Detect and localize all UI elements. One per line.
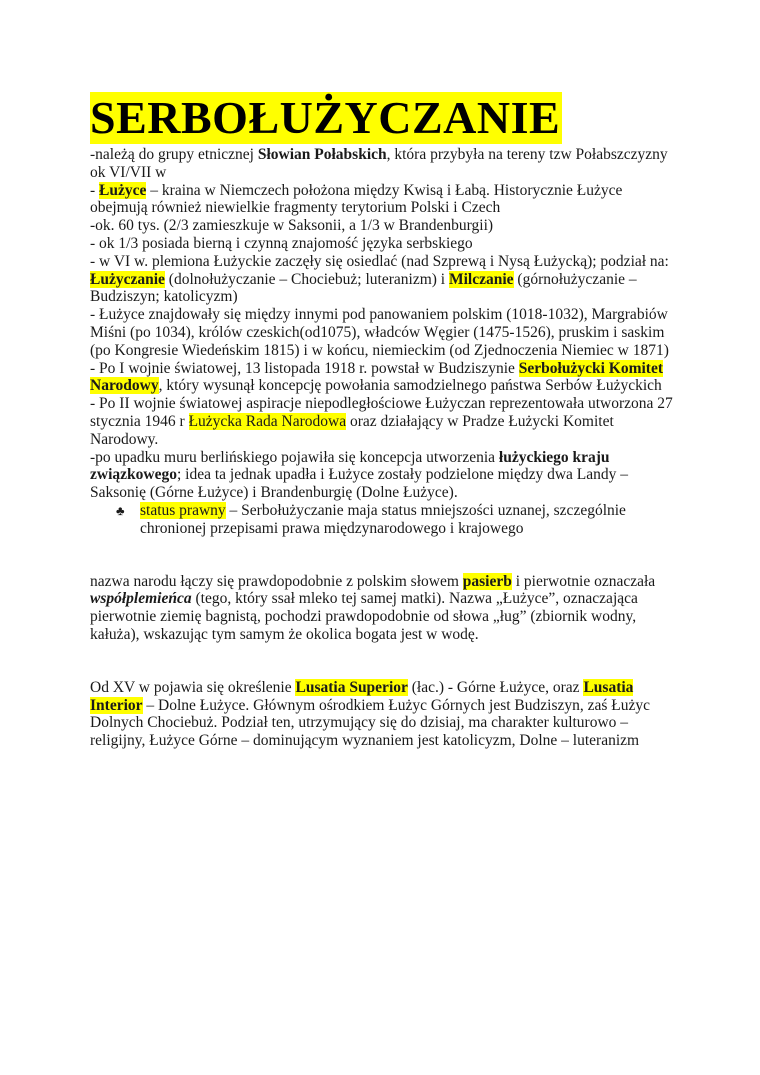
highlighted-term: Łużyczanie (90, 270, 165, 288)
text-run: - Po II wojnie światowej aspiracje niepodległościowe Łużyczan reprezentowała utworzona 27 stycznia 1946 r (90, 395, 673, 430)
club-icon: ♣ (116, 502, 125, 518)
text-run: , która przybyła na tereny tzw Połabszczyzny ok VI/VII w (90, 146, 668, 181)
text-run: – kraina w Niemczech położona między Kwisą i Łabą. Historycznie Łużyce obejmują również niewielkie fragmenty terytorium Polski i Czech (90, 181, 623, 217)
paragraph-line: - ok 1/3 posiada bierną i czynną znajomość języka serbskiego (90, 234, 473, 252)
paragraph-line: -ok. 60 tys. (2/3 zamieszkuje w Saksonii, a 1/3 w Brandenburgii) (90, 217, 494, 235)
paragraph-line (90, 182, 680, 218)
text-run: -po upadku muru berlińskiego pojawiła się koncepcja utworzenia (90, 448, 499, 466)
highlighted-term: Serbołużycki Komitet Narodowy (90, 359, 663, 395)
paragraph-line: - Łużyce znajdowały się między innymi pod panowaniem polskim (1018-1032), Margrabiów Miśni (po 1034), królów czeskich(od1075), władców Węgier (1475-1526), pruskim i saskim (po Kongresie Wiedeńskim 1815) i w końcu, niemieckim (od Zjednoczenia Niemiec w 1871) (90, 306, 669, 359)
text-run: i pierwotnie oznaczała (511, 572, 656, 590)
text-run: Od XV w pojawia się określenie (90, 678, 296, 696)
paragraph-line (90, 360, 680, 396)
document-page (90, 92, 680, 750)
etymology-paragraph (90, 573, 680, 644)
paragraph-line (90, 449, 680, 502)
text-run: -należą do grupy etnicznej (90, 146, 258, 163)
text-run: (dolnołużyczanie – Chociebuż; luteranizm) i (164, 270, 449, 288)
document-title: SERBOŁUŻYCZANIE (90, 92, 561, 143)
text-run: ; idea ta jednak upadła i Łużyce zostały podzielone między dwa Landy – Saksonię (Górne Łużyce) i Brandenburgię (Dolne Łużyce). (90, 466, 629, 502)
paragraph-line (90, 146, 680, 182)
paragraph-line (90, 679, 680, 750)
intro-section (90, 146, 680, 538)
bullet-item (90, 502, 680, 538)
highlighted-term: Lusatia Superior (295, 678, 408, 696)
paragraph-line (90, 253, 680, 306)
text-run: - Po I wojnie światowej, 13 listopada 1918 r. powstał w Budziszynie (90, 359, 519, 377)
highlighted-term: Lusatia Interior (90, 678, 634, 714)
text-run: – Serbołużyczanie maja status mniejszości uznanej, szczególnie chronionej przepisami prawa międzynarodowego i krajowego (140, 501, 626, 537)
text-run: - w VI w. plemiona Łużyckie zaczęły się osiedlać (nad Szprewą i Nysą Łużycką); podział na: (90, 252, 669, 270)
text-run: (górnołużyczanie – Budziszyn; katolicyzm) (90, 270, 637, 306)
bold-term: Słowian Połabskich (257, 146, 387, 163)
paragraph-line (90, 395, 680, 448)
paragraph-line (90, 573, 680, 644)
highlighted-term: pasierb (462, 572, 512, 590)
text-run: (łac.) - Górne Łużyce, oraz (407, 678, 584, 696)
division-paragraph (90, 679, 680, 750)
text-run: nazwa narodu łączy się prawdopodobnie z polskim słowem (90, 572, 463, 590)
spacer (90, 644, 680, 679)
text-run: , który wysunął koncepcję powołania samodzielnego państwa Serbów Łużyckich (158, 377, 662, 395)
spacer (90, 538, 680, 573)
bold-term: łużyckiego kraju związkowego (90, 448, 610, 484)
text-run: oraz działający w Pradze Łużycki Komitet Narodowy. (90, 412, 614, 448)
text-run: (tego, który ssał mleko tej samej matki). Nazwa „Łużyce”, oznaczająca pierwotnie ziemię bagnistą, pochodzi prawdopodobnie od słowa „ług” (zbiornik wodny, kałuża), wskazując tym samym że okolica bogata jest w wodę. (90, 590, 638, 643)
highlighted-term: Łużycka Rada Narodowa (188, 412, 347, 430)
highlighted-term: Milczanie (448, 270, 514, 288)
highlighted-term: status prawny (140, 501, 226, 519)
highlighted-term: Łużyce (99, 181, 147, 199)
text-run: - (90, 181, 100, 199)
bold-italic-term: współplemieńca (90, 590, 192, 608)
text-run: – Dolne Łużyce. Głównym ośrodkiem Łużyc Górnych jest Budziszyn, zaś Łużyc Dolnych Chociebuż. Podział ten, utrzymujący się do dzisiaj, ma charakter kulturowo – religijny, Łużyce Górne – dominującym wyznaniem jest katolicyzm, Dolne – luteranizm (90, 696, 651, 750)
